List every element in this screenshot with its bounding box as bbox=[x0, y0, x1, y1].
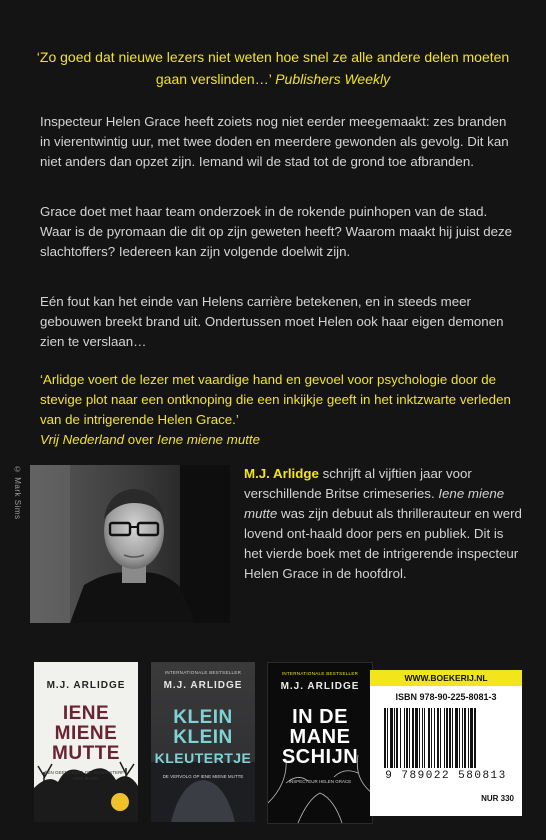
photo-credit: © Mark Sims bbox=[13, 465, 22, 520]
review-quote bbox=[40, 370, 520, 450]
top-quote-text: ‘Zo goed dat nieuwe lezers niet weten hoe snel ze alle andere delen moeten gaan verslinden…’ bbox=[36, 49, 510, 87]
blurb-paragraph-3: Eén fout kan het einde van Helens carrière betekenen, en in steeds meer gebouwen breekt brand uit. Ondertussen moet Helen ook haar eigen demonen zien te verslaan… bbox=[40, 294, 504, 349]
author-name: M.J. Arlidge bbox=[244, 466, 319, 481]
author-bio-part-1: schrijft al vijftien jaar voor verschillende Britse crimeseries. bbox=[244, 466, 472, 501]
book-3-author: M.J. ARLIDGE bbox=[280, 681, 360, 692]
top-quote-source: Publishers Weekly bbox=[275, 71, 391, 87]
barcode-icon bbox=[382, 708, 510, 770]
book-3-tagline: INSPECTEUR HELEN GRACE bbox=[288, 779, 352, 784]
book-3-title-line-2: MANE bbox=[289, 726, 351, 748]
author-portrait-image bbox=[30, 465, 230, 623]
blurb-paragraph-2: Grace doet met haar team onderzoek in de rokende puinhopen van de stad. Waar is de pyromaan die dit op zijn geweten heeft? Waarom maakt hij juist deze slachtoffers? Iedereen kan zijn volgende doelwit zijn. bbox=[40, 204, 513, 259]
review-quote-text: ‘Arlidge voert de lezer met vaardige hand en gevoel voor psychologie door de stevige plot naar een ontknoping die een inkijkje geeft in het inktzwarte verleden van de intrigerende Helen Grace.’ bbox=[40, 372, 511, 427]
book-1-title-line-3: MUTTE bbox=[52, 743, 120, 764]
nur-code: NUR 330 bbox=[481, 794, 514, 803]
author-bio bbox=[244, 464, 524, 584]
review-source-title: Iene miene mutte bbox=[157, 432, 261, 447]
book-1-title bbox=[36, 704, 136, 764]
book-1-title-line-1: IENE bbox=[62, 703, 110, 724]
author-bio-part-2: was zijn debuut als thrillerauteur en werd lovend ont-haald door pers en publiek. Dit is het vierde boek met de intrigerende inspecteur Helen Grace in de hoofdrol. bbox=[244, 506, 522, 581]
book-3-title-line-3: SCHIJN bbox=[281, 746, 359, 768]
book-3-banner: INTERNATIONALE BESTSELLER bbox=[281, 671, 359, 676]
book-2-title-line-1: KLEIN bbox=[173, 707, 233, 728]
blurb-paragraph-1: Inspecteur Helen Grace heeft zoiets nog niet eerder meegemaakt: zes branden in vierentwintig uur, met twee doden en meerdere gewonden als gevolg. Dit kan niet anders dan opzet zijn. Iemand wil de stad tot de grond toe afbranden. bbox=[40, 114, 509, 169]
book-3-title-line-1: IN DE bbox=[292, 706, 348, 728]
book-cover-klein-klein-kleutertje bbox=[151, 662, 255, 822]
book-cover-iene-miene-mutte bbox=[34, 662, 138, 822]
book-2-banner: INTERNATIONALE BESTSELLER bbox=[164, 670, 242, 675]
book-2-title-line-3: KLEUTERTJE bbox=[154, 750, 252, 766]
author-debut-title: Iene miene mutte bbox=[244, 486, 505, 521]
book-1-title-line-2: MIENE bbox=[54, 723, 118, 744]
book-2-title bbox=[153, 708, 253, 768]
book-1-tagline: ÉÉN GEEN LEEFT, DE ANDER STERFT. KIES MAAR. bbox=[44, 770, 128, 781]
book-2-tagline: DE VERVOLG OP IENE MIENE MUTTE bbox=[162, 774, 244, 779]
review-source-connector: over bbox=[124, 432, 158, 447]
review-quote-source bbox=[40, 432, 260, 447]
book-2-title-line-2: KLEIN bbox=[173, 727, 233, 748]
top-quote bbox=[28, 46, 518, 90]
publisher-url: WWW.BOEKERIJ.NL bbox=[370, 670, 522, 686]
book-3-title bbox=[270, 707, 370, 767]
author-photo bbox=[30, 465, 230, 623]
isbn-number: ISBN 978-90-225-8081-3 bbox=[395, 692, 497, 702]
book-2-author: M.J. ARLIDGE bbox=[163, 680, 243, 691]
barcode-panel bbox=[370, 670, 522, 816]
barcode-digits: 9 789022 580813 bbox=[385, 770, 507, 782]
book-cover-in-de-mane-schijn bbox=[267, 662, 373, 824]
book-1-author: M.J. ARLIDGE bbox=[46, 680, 126, 691]
review-source-publication: Vrij Nederland bbox=[40, 432, 125, 447]
